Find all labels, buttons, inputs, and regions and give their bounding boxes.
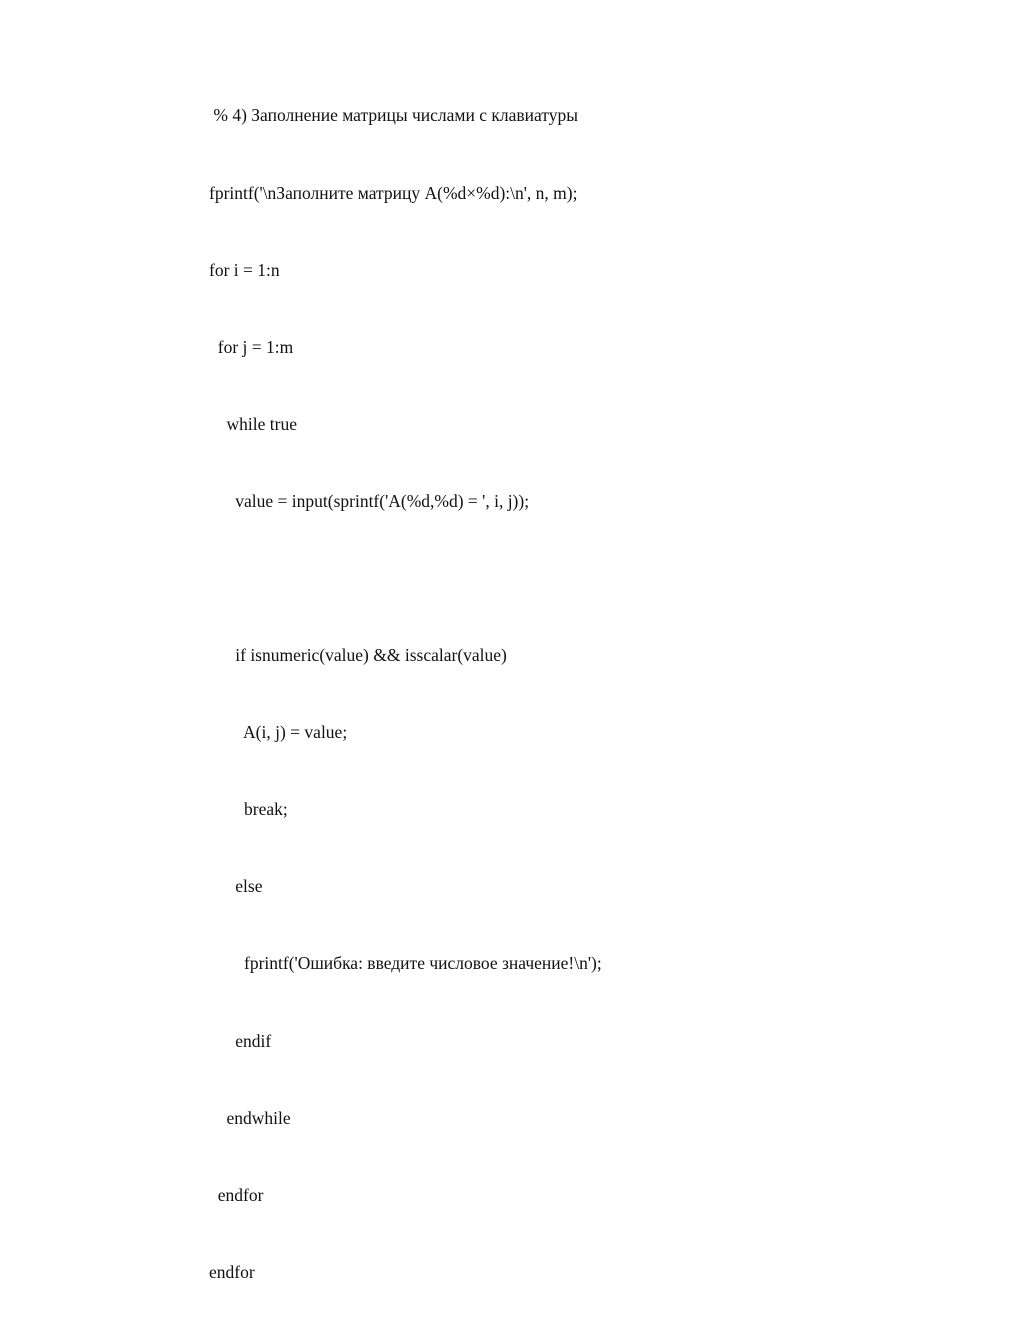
code-line-fprintf-prompt: fprintf('\nЗаполните матрицу A(%d×%d):\n', n, m); <box>209 182 578 203</box>
code-line-assign: A(i, j) = value; <box>209 722 348 743</box>
code-line-for-j: for j = 1:m <box>209 336 294 357</box>
code-line-endif: endif <box>209 1030 272 1051</box>
code-line-fprintf-error: fprintf('Ошибка: введите числовое значение!\n'); <box>209 953 602 974</box>
code-line-if: if isnumeric(value) && isscalar(value) <box>209 645 507 666</box>
code-comment-line: % 4) Заполнение матрицы числами с клавиатуры <box>209 105 578 126</box>
code-line-input: value = input(sprintf('A(%d,%d) = ', i, j)); <box>209 490 530 511</box>
code-line-blank <box>209 566 602 592</box>
code-line-endfor-outer: endfor <box>209 1261 255 1282</box>
code-line-for-i: for i = 1:n <box>209 259 280 280</box>
code-line-while: while true <box>209 413 297 434</box>
code-line-else: else <box>209 876 263 897</box>
code-line-break: break; <box>209 799 288 820</box>
code-line-endfor-inner: endfor <box>209 1184 264 1205</box>
code-block <box>209 52 602 1337</box>
code-line-endwhile: endwhile <box>209 1107 291 1128</box>
